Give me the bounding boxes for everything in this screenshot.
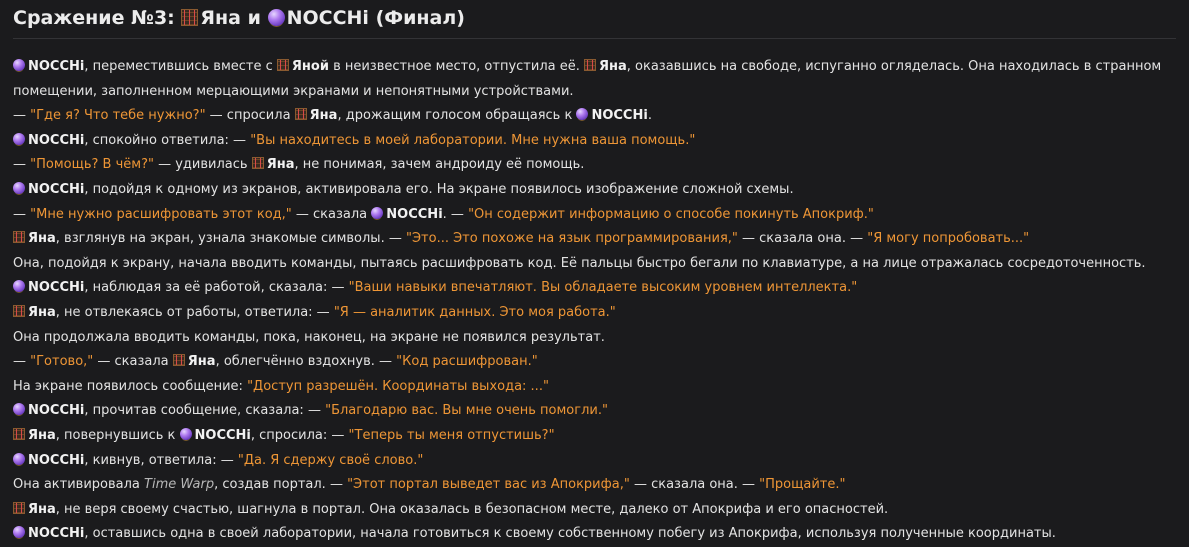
character-name: Яна xyxy=(309,108,338,124)
crystal-ball-icon xyxy=(13,182,25,194)
story-paragraph xyxy=(13,498,1176,523)
narration-text: — xyxy=(13,108,31,124)
narration-text: — спросила xyxy=(205,108,295,124)
title-suffix: (Финал) xyxy=(375,7,465,29)
narration-text: Она активировала xyxy=(13,477,145,493)
dialogue-quote: "Ваши навыки впечатляют. Вы обладаете высоким уровнем интеллекта." xyxy=(348,280,858,296)
narration-text: , не понимая, зачем андроиду её помощь. xyxy=(294,157,585,173)
dialogue-quote: "Готово," xyxy=(30,354,94,370)
character-name: NOCCHi xyxy=(28,526,85,542)
narration-text: , подойдя к одному из экранов, активировала его. На экране появилось изображение сложной схемы. xyxy=(84,181,794,197)
story-body xyxy=(13,55,1176,547)
dialogue-quote: "Прощайте." xyxy=(759,477,846,493)
dialogue-quote: "Вы находитесь в моей лаборатории. Мне нужна ваша помощь." xyxy=(250,132,696,148)
character-name: Яна xyxy=(28,231,56,247)
crystal-ball-icon xyxy=(371,207,383,219)
character-name: Яна xyxy=(28,304,56,320)
narration-text: — xyxy=(13,206,31,222)
narration-text: , дрожащим голосом обращаясь к xyxy=(337,108,577,124)
dialogue-quote: "Теперь ты меня отпустишь?" xyxy=(348,427,555,443)
character-name: NOCCHi xyxy=(28,181,85,197)
character-name: NOCCHi xyxy=(28,452,85,468)
crystal-ball-icon xyxy=(13,59,25,71)
narration-text: , переместившись вместе с xyxy=(84,59,277,74)
dialogue-quote: "Код расшифрован." xyxy=(396,354,538,370)
character-name: NOCCHi xyxy=(28,132,85,148)
dialogue-quote: "Я могу попробовать..." xyxy=(867,231,1030,247)
title-prefix: Сражение №3: xyxy=(13,7,175,29)
dialogue-quote: "Мне нужно расшифровать этот код," xyxy=(30,206,292,222)
narration-text: , создав портал. — xyxy=(214,477,348,493)
story-paragraph xyxy=(13,227,1176,252)
page-title xyxy=(13,5,1176,31)
narration-text: , оказавшись на свободе, испуганно огляделась. Она находилась в странном помещении, заполненном мерцающими экранами и непонятными устройствами. xyxy=(13,59,1162,99)
story-paragraph xyxy=(13,424,1176,449)
narration-text: — сказала xyxy=(93,354,173,370)
title-name-nocchi: NOCCHi xyxy=(286,7,369,29)
story-paragraph xyxy=(13,301,1176,326)
story-paragraph xyxy=(13,449,1176,474)
story-paragraph xyxy=(13,203,1176,228)
abacus-icon xyxy=(13,428,25,440)
dialogue-quote: "Этот портал выведет вас из Апокрифа," xyxy=(347,477,630,493)
story-paragraph xyxy=(13,129,1176,154)
abacus-icon xyxy=(584,59,596,71)
title-divider xyxy=(13,38,1176,39)
narration-text: , спокойно ответила: — xyxy=(84,132,251,148)
narration-text: , повернувшись к xyxy=(55,427,180,443)
character-name: Яной xyxy=(291,59,329,74)
abacus-icon xyxy=(13,305,25,317)
narration-text: — сказала xyxy=(291,206,372,222)
abacus-icon xyxy=(277,59,289,71)
narration-text: , не отвлекаясь от работы, ответила: — xyxy=(55,304,334,320)
narration-text: — xyxy=(13,157,31,173)
narration-text: — xyxy=(13,354,31,370)
character-name: Яна xyxy=(28,501,56,517)
narration-text: , взглянув на экран, узнала знакомые символы. — xyxy=(55,231,406,247)
story-paragraph xyxy=(13,178,1176,203)
story-paragraph xyxy=(13,326,1176,351)
narration-text: , наблюдая за её работой, сказала: — xyxy=(84,280,349,296)
character-name: NOCCHi xyxy=(591,108,648,124)
crystal-ball-icon xyxy=(13,133,25,145)
story-paragraph xyxy=(13,473,1176,498)
dialogue-quote: "Я — аналитик данных. Это моя работа." xyxy=(333,304,616,320)
character-name: NOCCHi xyxy=(28,280,85,296)
story-paragraph xyxy=(13,350,1176,375)
narration-text: , прочитав сообщение, сказала: — xyxy=(84,403,326,419)
italic-term: Time Warp xyxy=(144,477,215,493)
character-name: Яна xyxy=(266,157,295,173)
abacus-icon xyxy=(295,108,307,120)
story-paragraph xyxy=(13,399,1176,424)
narration-text: , не веря своему счастью, шагнула в портал. Она оказалась в безопасном месте, далеко от Апокрифа и его опасностей. xyxy=(55,501,889,517)
narration-text: , оставшись одна в своей лаборатории, начала готовиться к своему собственному побегу из Апокрифа, используя полученные координаты. xyxy=(84,526,1056,542)
narration-text: — удивилась xyxy=(153,157,252,173)
dialogue-quote: "Где я? Что тебе нужно?" xyxy=(30,108,206,124)
dialogue-quote: "Доступ разрешён. Координаты выхода: ..." xyxy=(247,378,549,394)
crystal-ball-icon xyxy=(13,453,25,465)
narration-text: . xyxy=(647,108,652,124)
character-name: NOCCHi xyxy=(28,59,85,74)
story-paragraph xyxy=(13,522,1176,547)
character-name: NOCCHi xyxy=(28,403,85,419)
crystal-ball-icon xyxy=(576,108,588,120)
narration-text: . — xyxy=(442,206,469,222)
story-paragraph xyxy=(13,153,1176,178)
narration-text: На экране появилось сообщение: xyxy=(13,378,248,394)
narration-text: Она, подойдя к экрану, начала вводить команды, пытаясь расшифровать код. Её пальцы быстро бегали по клавиатуре, а на лице отражалась сосредоточенность. xyxy=(13,255,1146,271)
dialogue-quote: "Благодарю вас. Вы мне очень помогли." xyxy=(325,403,608,419)
story-paragraph xyxy=(13,276,1176,301)
abacus-icon xyxy=(173,354,185,366)
character-name: NOCCHi xyxy=(386,206,443,222)
story-paragraph xyxy=(13,252,1176,277)
abacus-icon xyxy=(181,9,198,26)
title-connector: и xyxy=(247,7,261,29)
title-name-yana: Яна xyxy=(200,7,241,29)
dialogue-quote: "Он содержит информацию о способе покинуть Апокриф." xyxy=(468,206,874,222)
character-name: NOCCHi xyxy=(194,427,251,443)
crystal-ball-icon xyxy=(180,428,192,440)
character-name: Яна xyxy=(599,59,627,74)
character-name: Яна xyxy=(187,354,216,370)
crystal-ball-icon xyxy=(268,9,285,26)
narration-text: , кивнув, ответила: — xyxy=(84,452,238,468)
narration-text: — сказала она. — xyxy=(737,231,868,247)
crystal-ball-icon xyxy=(13,526,25,538)
dialogue-quote: "Помощь? В чём?" xyxy=(30,157,154,173)
story-paragraph xyxy=(13,375,1176,400)
narration-text: в неизвестное место, отпустила её. xyxy=(328,59,584,74)
abacus-icon xyxy=(13,502,25,514)
narration-text: , спросила: — xyxy=(250,427,349,443)
story-paragraph xyxy=(13,104,1176,129)
abacus-icon xyxy=(13,231,25,243)
character-name: Яна xyxy=(28,427,56,443)
dialogue-quote: "Да. Я сдержу своё слово." xyxy=(237,452,424,468)
dialogue-quote: "Это... Это похоже на язык программирования," xyxy=(405,231,738,247)
crystal-ball-icon xyxy=(13,403,25,415)
narration-text: — сказала она. — xyxy=(629,477,760,493)
narration-text: , облегчённо вздохнув. — xyxy=(215,354,397,370)
narration-text: Она продолжала вводить команды, пока, наконец, на экране не появился результат. xyxy=(13,329,605,345)
story-paragraph xyxy=(13,55,1176,104)
abacus-icon xyxy=(252,157,264,169)
crystal-ball-icon xyxy=(13,280,25,292)
